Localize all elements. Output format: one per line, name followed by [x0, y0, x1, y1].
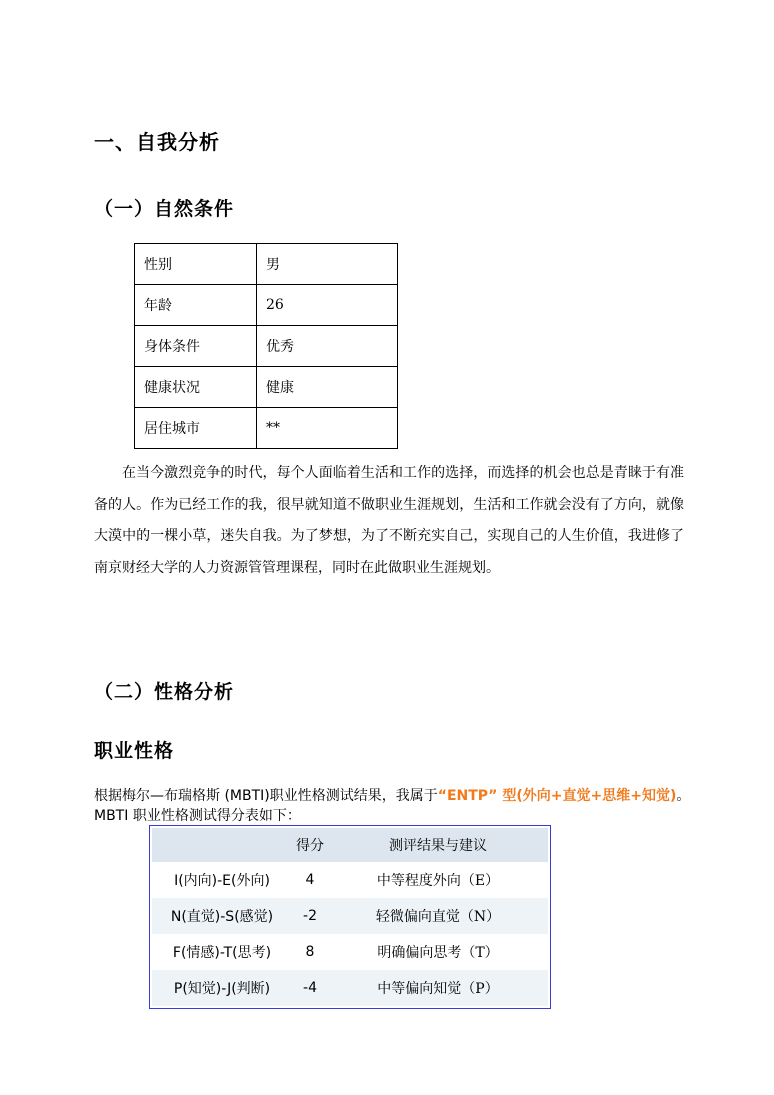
- intro-text: 根据梅尔—布瑞格斯 (MBTI)职业性格测试结果，我属于: [94, 788, 438, 804]
- score-cell: -2: [303, 908, 317, 924]
- field-label: 居住城市: [135, 408, 257, 449]
- career-personality-subtitle: 职业性格: [94, 740, 175, 762]
- field-value: **: [257, 408, 398, 449]
- field-value: 男: [257, 244, 398, 285]
- dimension-cell: N(直觉)-S(感觉): [170, 909, 274, 925]
- column-header-result: 测评结果与建议: [389, 838, 487, 854]
- score-cell: 8: [305, 944, 315, 960]
- table-row: [135, 367, 398, 408]
- table-row: [152, 934, 548, 970]
- table-row: [152, 970, 548, 1006]
- result-cell: 中等偏向知觉（P）: [377, 981, 499, 997]
- field-label: 身体条件: [135, 326, 257, 367]
- dimension-cell: P(知觉)-J(判断): [173, 981, 271, 997]
- result-cell: 轻微偏向直觉（N）: [375, 909, 501, 925]
- body-paragraph: 在当今激烈竞争的时代，每个人面临着生活和工作的选择，而选择的机会也总是青睐于有准备的人。作为已经工作的我，很早就知道不做职业生涯规划，生活和工作就会没有了方向，就像大漠中的一棵小草，迷失自我。为了梦想，为了不断充实自己，实现自己的人生价值，我进修了南京财经大学的人力资源管管理课程，同时在此做职业生涯规划。: [94, 465, 684, 576]
- column-header: [152, 828, 292, 862]
- field-value: 26: [257, 285, 398, 326]
- field-label: 健康状况: [135, 367, 257, 408]
- personality-analysis-title: （二）性格分析: [94, 681, 235, 703]
- section-title: 一、自我分析: [94, 130, 220, 154]
- natural-conditions-table: [134, 243, 398, 449]
- intro-text-end: 。MBTI 职业性格测试得分表如下：: [94, 788, 691, 824]
- table-row: [152, 898, 548, 934]
- table-header: [152, 828, 548, 862]
- dimension-cell: F(情感)-T(思考): [172, 945, 272, 961]
- table-row: [135, 285, 398, 326]
- mbti-score-table: [149, 825, 551, 1009]
- column-header-score: 得分: [296, 838, 324, 854]
- result-cell: 明确偏向思考（T）: [377, 945, 499, 961]
- natural-conditions-title: （一）自然条件: [94, 198, 235, 220]
- score-cell: 4: [305, 872, 315, 888]
- mbti-intro: [94, 786, 694, 826]
- field-label: 年龄: [135, 285, 257, 326]
- result-cell: 中等程度外向（E）: [376, 873, 500, 889]
- table-row: [152, 862, 548, 898]
- table-row: [135, 326, 398, 367]
- field-value: 优秀: [257, 326, 398, 367]
- table-row: [135, 244, 398, 285]
- field-value: 健康: [257, 367, 398, 408]
- table-row: [135, 408, 398, 449]
- intro-highlight: “ENTP” 型(外向+直觉+思维+知觉): [437, 788, 677, 804]
- field-label: 性别: [135, 244, 257, 285]
- score-cell: -4: [303, 980, 317, 996]
- dimension-cell: I(内向)-E(外向): [174, 873, 270, 889]
